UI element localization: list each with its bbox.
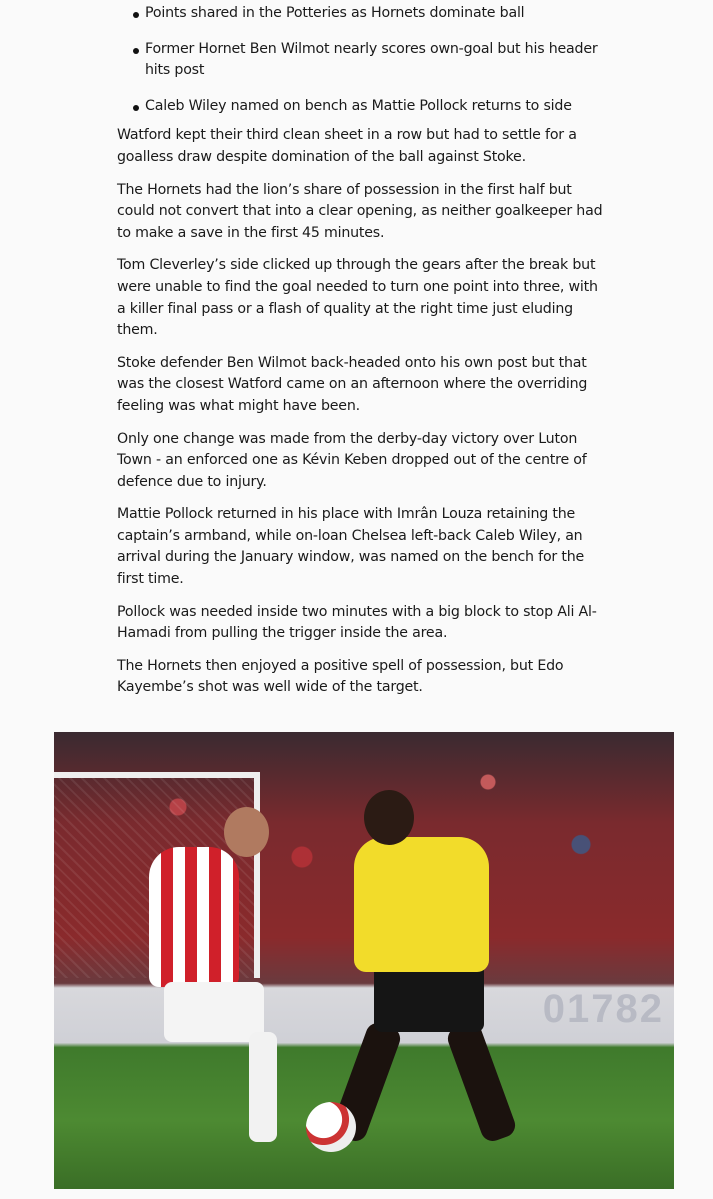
summary-bullets <box>117 3 609 117</box>
bullet-item: Caleb Wiley named on bench as Mattie Pollock returns to side <box>145 96 609 118</box>
article-paragraph: Only one change was made from the derby-day victory over Luton Town - an enforced one as Kévin Keben dropped out of the centre of defence due to injury. <box>117 430 587 490</box>
watford-player <box>354 837 489 972</box>
article-paragraph: Mattie Pollock returned in his place with Imrân Louza retaining the captain’s armband, while on-loan Chelsea left-back Caleb Wiley, an arrival during the January window, was named on the bench for the first time. <box>117 506 585 588</box>
watford-player-head <box>364 790 414 845</box>
stoke-player <box>149 847 239 987</box>
article-paragraph: The Hornets had the lion’s share of possession in the first half but could not convert that into a clear opening, as neither goalkeeper had to make a save in the first 45 minutes. <box>117 181 603 241</box>
bullet-item: Points shared in the Potteries as Hornets dominate ball <box>145 3 609 25</box>
stoke-player-head <box>224 807 269 857</box>
article-body <box>117 3 609 710</box>
article-paragraph: Watford kept their third clean sheet in a row but had to settle for a goalless draw despite domination of the ball against Stoke. <box>117 127 577 165</box>
football <box>306 1102 356 1152</box>
stoke-player-shorts <box>164 982 264 1042</box>
article-paragraph: Tom Cleverley’s side clicked up through the gears after the break but were unable to find the goal needed to turn one point into three, with a killer final pass or a flash of quality at the right time just eluding them. <box>117 257 598 339</box>
stoke-player-leg <box>249 1032 277 1142</box>
watford-player-leg <box>445 1020 519 1145</box>
article-paragraph: Stoke defender Ben Wilmot back-headed onto his own post but that was the closest Watford came on an afternoon where the overriding feeling was what might have been. <box>117 354 588 414</box>
article-paragraph: The Hornets then enjoyed a positive spell of possession, but Edo Kayembe’s shot was well wide of the target. <box>117 657 564 696</box>
bullet-item: Former Hornet Ben Wilmot nearly scores own-goal but his header hits post <box>145 39 609 82</box>
article-paragraph: Pollock was needed inside two minutes with a big block to stop Ali Al-Hamadi from pulling the trigger inside the area. <box>117 603 597 642</box>
match-photo <box>54 732 674 1189</box>
advertising-board: 01782 <box>542 987 664 1031</box>
